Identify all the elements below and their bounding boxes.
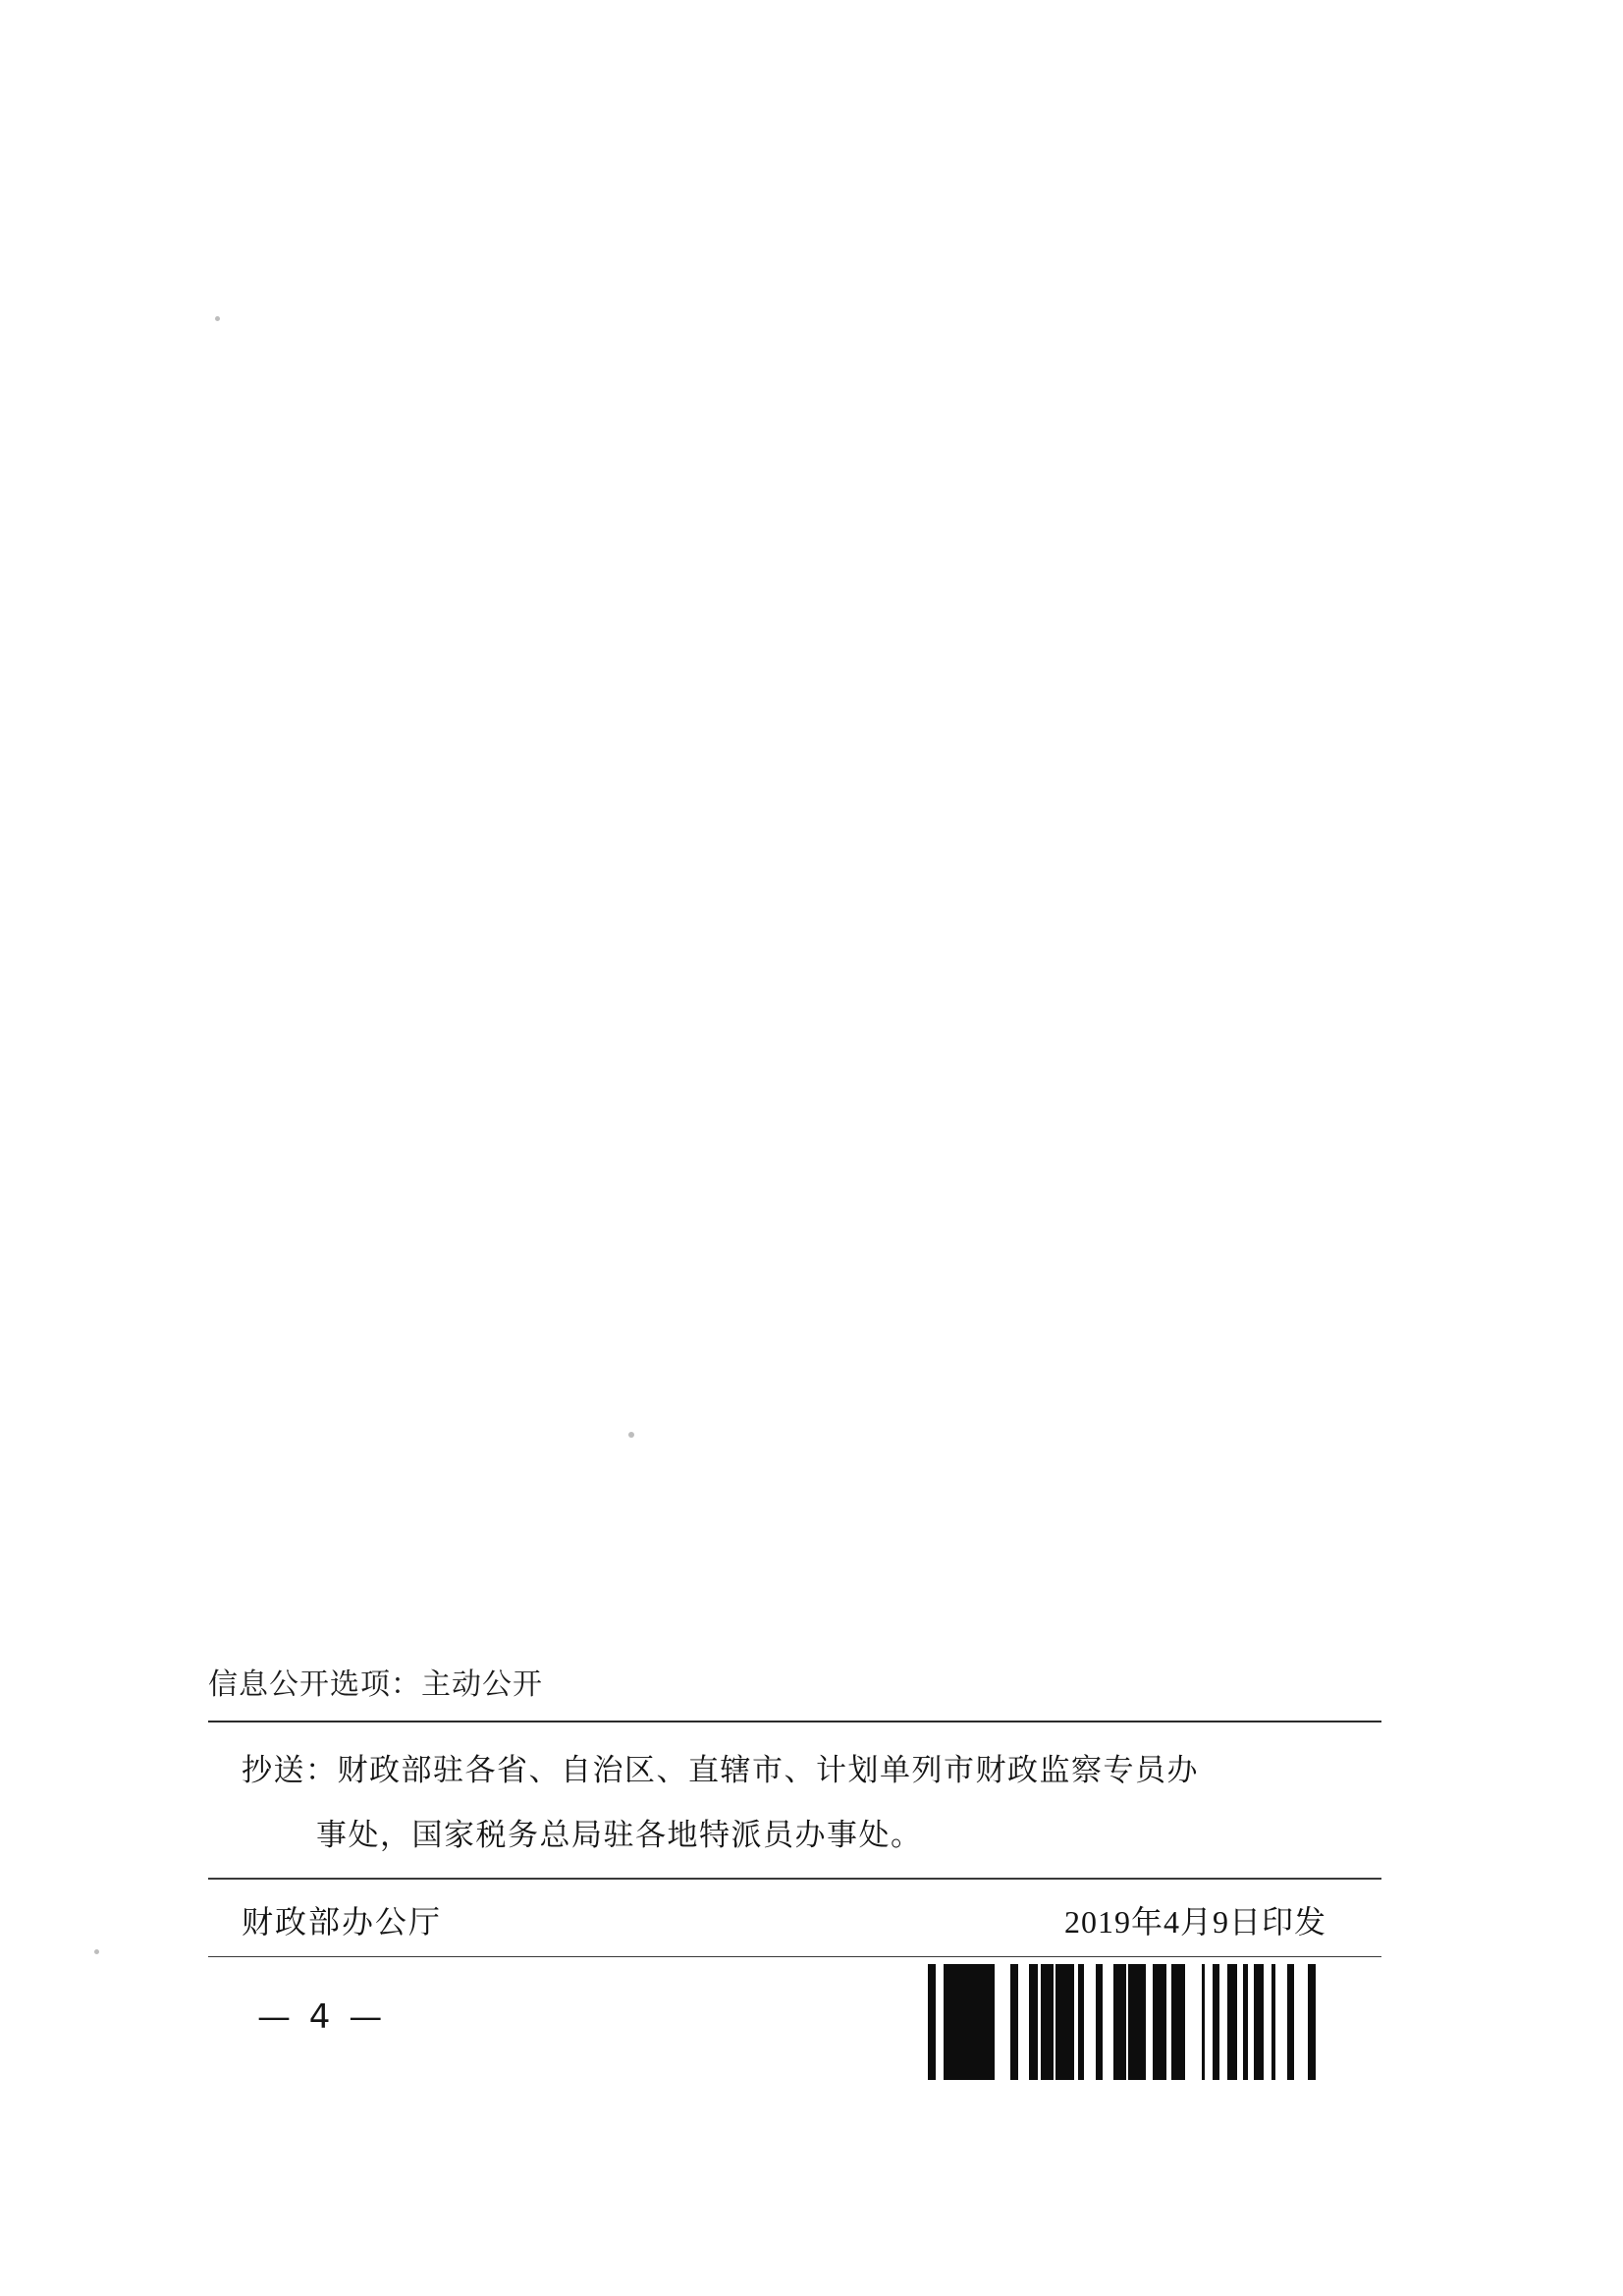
page-number: — 4 — (257, 1997, 387, 2037)
cc-line: 抄送：财政部驻各省、自治区、直辖市、计划单列市财政监察专员办 (242, 1753, 1199, 1787)
issue-date: 2019年4月9日印发 (1063, 1903, 1326, 1940)
document-barcode (928, 1964, 1316, 2080)
scan-speck (215, 316, 220, 321)
cc-line: 事处，国家税务总局驻各地特派员办事处。 (316, 1818, 923, 1852)
footer-divider-bottom (208, 1956, 1381, 1958)
disclosure-option-label: 信息公开选项：主动公开 (208, 1667, 543, 1702)
document-footer (208, 1660, 1386, 1957)
issuer-row (208, 1880, 1381, 1956)
issuer-name: 财政部办公厅 (242, 1903, 443, 1940)
cc-recipients-block (208, 1722, 1386, 1878)
scan-speck (94, 1949, 99, 1954)
scan-speck (628, 1432, 634, 1438)
